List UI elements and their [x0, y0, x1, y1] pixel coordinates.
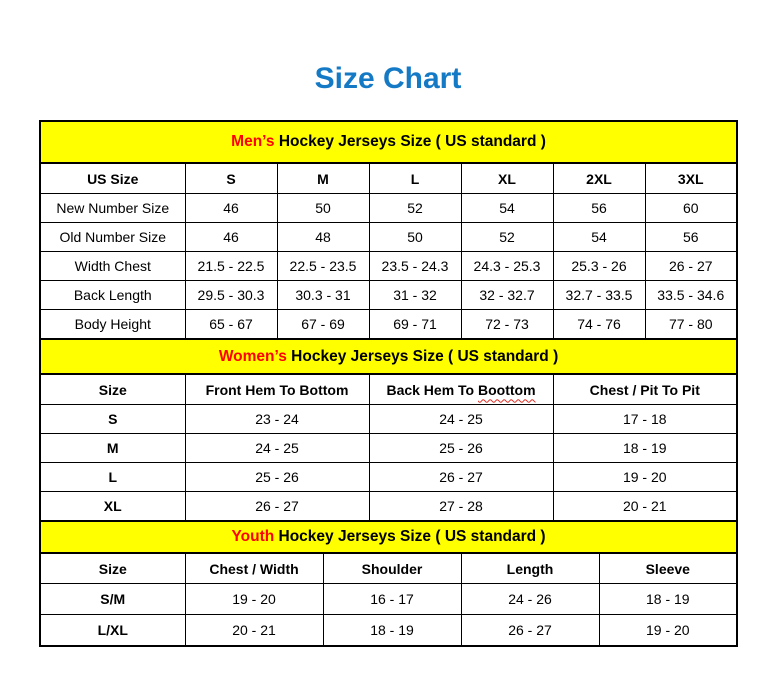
- column-header: 2XL: [553, 163, 645, 194]
- row-label: Body Height: [40, 310, 185, 340]
- womens-band-cell: [40, 339, 737, 374]
- youth-section-band: [40, 521, 737, 553]
- data-cell: 31 - 32: [369, 281, 461, 310]
- column-header-misspelled: [369, 374, 553, 405]
- column-header: Size: [40, 374, 185, 405]
- womens-band-highlight: Women’s: [218, 347, 287, 365]
- data-cell: 54: [553, 223, 645, 252]
- data-cell: 19 - 20: [553, 463, 737, 492]
- table-row: [40, 463, 737, 492]
- data-cell: 56: [553, 194, 645, 223]
- data-cell: 48: [277, 223, 369, 252]
- mens-band-text: Hockey Jerseys Size ( US standard ): [274, 133, 546, 150]
- row-label: L/XL: [40, 615, 185, 647]
- data-cell: 20 - 21: [185, 615, 323, 647]
- youth-header-row: [40, 553, 737, 584]
- data-cell: 56: [645, 223, 737, 252]
- womens-section-band: [40, 339, 737, 374]
- mens-size-table: [39, 120, 738, 340]
- data-cell: 46: [185, 223, 277, 252]
- data-cell: 18 - 19: [323, 615, 461, 647]
- row-label: Width Chest: [40, 252, 185, 281]
- table-row: [40, 584, 737, 615]
- data-cell: 52: [461, 223, 553, 252]
- table-row: [40, 252, 737, 281]
- data-cell: 16 - 17: [323, 584, 461, 615]
- data-cell: 77 - 80: [645, 310, 737, 340]
- data-cell: 69 - 71: [369, 310, 461, 340]
- data-cell: 17 - 18: [553, 405, 737, 434]
- youth-band-cell: [40, 521, 737, 553]
- data-cell: 60: [645, 194, 737, 223]
- row-label: S/M: [40, 584, 185, 615]
- data-cell: 33.5 - 34.6: [645, 281, 737, 310]
- column-header: Chest / Pit To Pit: [553, 374, 737, 405]
- column-header: Chest / Width: [185, 553, 323, 584]
- data-cell: 26 - 27: [369, 463, 553, 492]
- column-header: M: [277, 163, 369, 194]
- data-cell: 22.5 - 23.5: [277, 252, 369, 281]
- data-cell: 26 - 27: [185, 492, 369, 522]
- data-cell: 50: [369, 223, 461, 252]
- data-cell: 19 - 20: [599, 615, 737, 647]
- youth-band-highlight: Youth: [231, 528, 275, 545]
- table-row: [40, 281, 737, 310]
- column-header: Size: [40, 553, 185, 584]
- table-row: [40, 310, 737, 340]
- data-cell: 32.7 - 33.5: [553, 281, 645, 310]
- mens-section-band: [40, 121, 737, 163]
- row-label: L: [40, 463, 185, 492]
- data-cell: 65 - 67: [185, 310, 277, 340]
- data-cell: 21.5 - 22.5: [185, 252, 277, 281]
- data-cell: 23 - 24: [185, 405, 369, 434]
- youth-size-table: [39, 520, 738, 647]
- table-row: [40, 405, 737, 434]
- column-header: Sleeve: [599, 553, 737, 584]
- data-cell: 52: [369, 194, 461, 223]
- data-cell: 67 - 69: [277, 310, 369, 340]
- data-cell: 50: [277, 194, 369, 223]
- table-row: [40, 434, 737, 463]
- data-cell: 26 - 27: [461, 615, 599, 647]
- data-cell: 32 - 32.7: [461, 281, 553, 310]
- page-title: Size Chart: [314, 62, 462, 95]
- column-header: S: [185, 163, 277, 194]
- womens-band-text: Hockey Jerseys Size ( US standard ): [286, 347, 559, 365]
- misspelled-prefix: Back Hem To: [386, 381, 478, 398]
- data-cell: 24 - 26: [461, 584, 599, 615]
- data-cell: 46: [185, 194, 277, 223]
- data-cell: 25 - 26: [185, 463, 369, 492]
- row-label: M: [40, 434, 185, 463]
- table-row: [40, 615, 737, 647]
- data-cell: 25.3 - 26: [553, 252, 645, 281]
- data-cell: 30.3 - 31: [277, 281, 369, 310]
- mens-band-cell: [40, 121, 737, 163]
- data-cell: 74 - 76: [553, 310, 645, 340]
- row-label: S: [40, 405, 185, 434]
- column-header: Length: [461, 553, 599, 584]
- table-row: [40, 492, 737, 522]
- column-header: 3XL: [645, 163, 737, 194]
- data-cell: 54: [461, 194, 553, 223]
- column-header: Shoulder: [323, 553, 461, 584]
- data-cell: 18 - 19: [553, 434, 737, 463]
- row-label: Old Number Size: [40, 223, 185, 252]
- data-cell: 20 - 21: [553, 492, 737, 522]
- data-cell: 72 - 73: [461, 310, 553, 340]
- data-cell: 24 - 25: [185, 434, 369, 463]
- table-row: [40, 194, 737, 223]
- womens-size-table: [39, 338, 738, 522]
- row-label: New Number Size: [40, 194, 185, 223]
- column-header: US Size: [40, 163, 185, 194]
- data-cell: 24.3 - 25.3: [461, 252, 553, 281]
- column-header: L: [369, 163, 461, 194]
- mens-band-highlight: Men’s: [231, 133, 275, 150]
- data-cell: 24 - 25: [369, 405, 553, 434]
- misspelled-word: Boottom: [478, 381, 536, 398]
- mens-header-row: [40, 163, 737, 194]
- data-cell: 26 - 27: [645, 252, 737, 281]
- data-cell: 23.5 - 24.3: [369, 252, 461, 281]
- youth-band-text: Hockey Jerseys Size ( US standard ): [274, 528, 546, 545]
- row-label: Back Length: [40, 281, 185, 310]
- data-cell: 27 - 28: [369, 492, 553, 522]
- size-chart-tables: [39, 120, 736, 647]
- data-cell: 29.5 - 30.3: [185, 281, 277, 310]
- row-label: XL: [40, 492, 185, 522]
- data-cell: 25 - 26: [369, 434, 553, 463]
- column-header: XL: [461, 163, 553, 194]
- womens-header-row: [40, 374, 737, 405]
- table-row: [40, 223, 737, 252]
- data-cell: 18 - 19: [599, 584, 737, 615]
- column-header: Front Hem To Bottom: [185, 374, 369, 405]
- data-cell: 19 - 20: [185, 584, 323, 615]
